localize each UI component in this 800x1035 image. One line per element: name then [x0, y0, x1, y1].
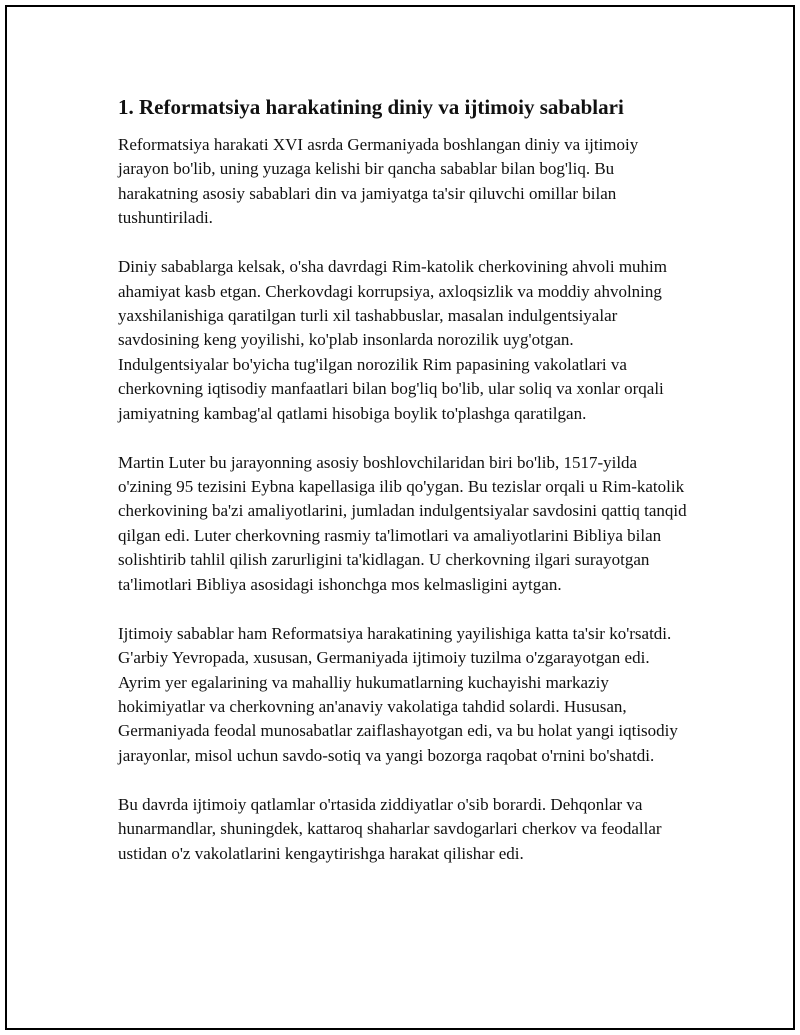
paragraph-social-conflicts: Bu davrda ijtimoiy qatlamlar o'rtasida ziddiyatlar o'sib borardi. Dehqonlar va hunarmandlar, shuningdek, kattaroq shaharlar savdogarlari cherkov va feodallar ustidan o'z vakolatlarini kengaytirishga harakat qilishar edi.: [118, 794, 662, 863]
paragraph-religious-causes: Diniy sabablarga kelsak, o'sha davrdagi Rim-katolik cherkovining ahvoli muhim ahamiyat kasb etgan. Cherkovdagi korrupsiya, axloqsizlik va moddiy ahvolning yaxshilanishiga qaratilgan turli xil tashabbuslar, masalan indulgentsiyalar savdosining keng yoyilishi, ko'plab insonlarda norozilik uyg'otgan. Indulgentsiyalar bo'yicha tug'ilgan norozilik Rim papasining vakolatlari va cherkovning iqtisodiy manfaatlari bilan bog'liq bo'lib, ular soliq va xonlar orqali jamiyatning kambag'al qatlami hisobiga boylik to'plashga qaratilgan.: [118, 257, 667, 423]
paragraph-intro: Reformatsiya harakati XVI asrda Germaniyada boshlangan diniy va ijtimoiy jarayon bo'lib, uning yuzaga kelishi bir qancha sabablar bilan bog'liq. Bu harakatning asosiy sabablari din va jamiyatga ta'sir qiluvchi omillar bilan tushuntiriladi.: [118, 135, 639, 228]
document-title: 1. Reformatsiya harakatining diniy va ijtimoiy sabablari: [118, 95, 624, 119]
document-body: [118, 93, 688, 891]
paragraph-social-causes: Ijtimoiy sabablar ham Reformatsiya harakatining yayilishiga katta ta'sir ko'rsatdi. G'arbiy Yevropada, xususan, Germaniyada ijtimoiy tuzilma o'zgarayotgan edi. Ayrim yer egalarining va mahalliy hukumatlarning kuchayishi markaziy hokimiyatlar va cherkovning an'anaviy vakolatiga tahdid solardi. Hususan, Germaniyada feodal munosabatlar zaiflashayotgan edi, va bu holat yangi iqtisodiy jarayonlar, misol uchun savdo-sotiq va yangi bozorga raqobat o'rnini bo'shatdi.: [118, 623, 678, 765]
paragraph-martin-luther: Martin Luter bu jarayonning asosiy boshlovchilaridan biri bo'lib, 1517-yilda o'zining 95 tezisini Eybna kapellasiga ilib qo'ygan. Bu tezislar orqali u Rim-katolik cherkovining ba'zi amaliyotlarini, jumladan indulgentsiyalar savdosini qattiq tanqid qilgan edi. Luter cherkovning rasmiy ta'limotlari va amaliyotlarini Bibliya bilan solishtirib tahlil qilish zarurligini ta'kidlagan. U cherkovning ilgari surayotgan ta'limotlari Bibliya asosidagi ishonchga mos kelmasligini aytgan.: [118, 452, 687, 594]
